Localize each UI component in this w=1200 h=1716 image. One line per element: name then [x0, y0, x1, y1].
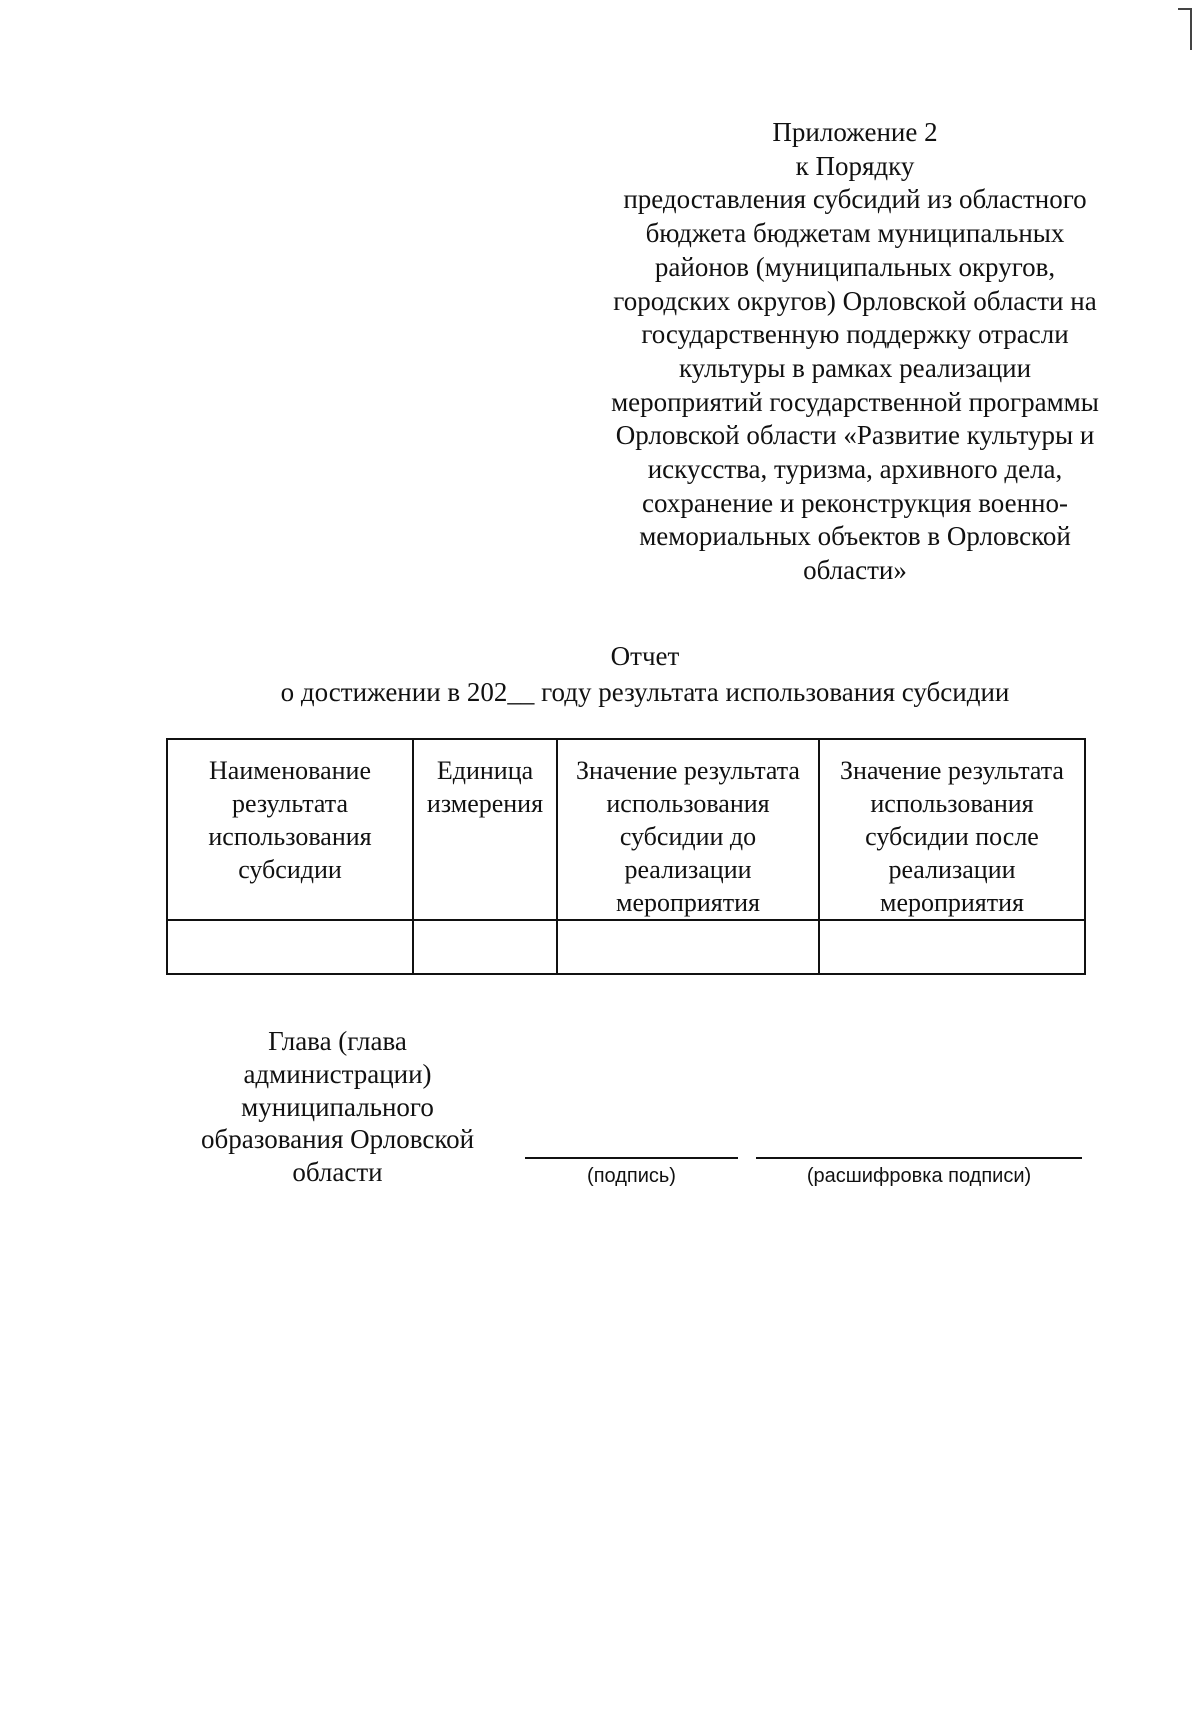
header-unit: Единица измерения — [413, 739, 557, 920]
appendix-line: Приложение 2 — [772, 117, 938, 147]
table-cell[interactable] — [557, 920, 819, 974]
header-value-before: Значение результата использования субсидии до реализации мероприятия — [557, 739, 819, 920]
appendix-header — [590, 116, 1120, 588]
header-value-after: Значение результата использования субсидии после реализации мероприятия — [819, 739, 1085, 920]
appendix-line: Орловской области «Развитие культуры и — [615, 420, 1095, 451]
appendix-line: городских округов) Орловской области на — [613, 285, 1097, 316]
appendix-line: предоставления субсидий из областного — [623, 184, 1087, 215]
decryption-caption: (расшифровка подписи) — [806, 1165, 1032, 1187]
appendix-line: районов (муниципальных округов, — [654, 251, 1056, 282]
table-row — [167, 920, 1085, 974]
signer-line: муниципального — [241, 1091, 434, 1122]
results-table — [166, 738, 1086, 975]
appendix-line: мероприятий государственной программы — [611, 386, 1099, 417]
appendix-line: сохранение и реконструкция военно- — [642, 487, 1068, 518]
signer-line: области — [292, 1157, 383, 1188]
signature-caption: (подпись) — [587, 1165, 676, 1187]
corner-mark — [1178, 8, 1192, 50]
appendix-line: искусства, туризма, архивного дела, — [647, 454, 1063, 485]
table-cell[interactable] — [413, 920, 557, 974]
signer-line: Глава (глава — [268, 1026, 407, 1056]
table-cell[interactable] — [819, 920, 1085, 974]
decryption-line[interactable] — [756, 1157, 1082, 1159]
signer-line: образования Орловской — [200, 1124, 475, 1155]
appendix-line: культуры в рамках реализации — [678, 352, 1032, 383]
signer-line: администрации) — [243, 1058, 432, 1089]
appendix-line: к Порядку — [795, 150, 915, 181]
report-title: Отчет — [610, 641, 680, 671]
appendix-line: области» — [803, 555, 907, 586]
table-cell[interactable] — [167, 920, 413, 974]
appendix-line: бюджета бюджетам муниципальных — [645, 218, 1065, 249]
report-subtitle: о достижении в 202__ году результата использования субсидии — [280, 677, 1010, 707]
appendix-line: мемориальных объектов в Орловской — [639, 521, 1071, 552]
table-header-row — [167, 739, 1085, 920]
signature-line[interactable] — [525, 1157, 738, 1159]
appendix-line: государственную поддержку отрасли — [641, 319, 1069, 350]
signer-title — [185, 1025, 490, 1189]
header-result-name: Наименование результата использования субсидии — [167, 739, 413, 920]
